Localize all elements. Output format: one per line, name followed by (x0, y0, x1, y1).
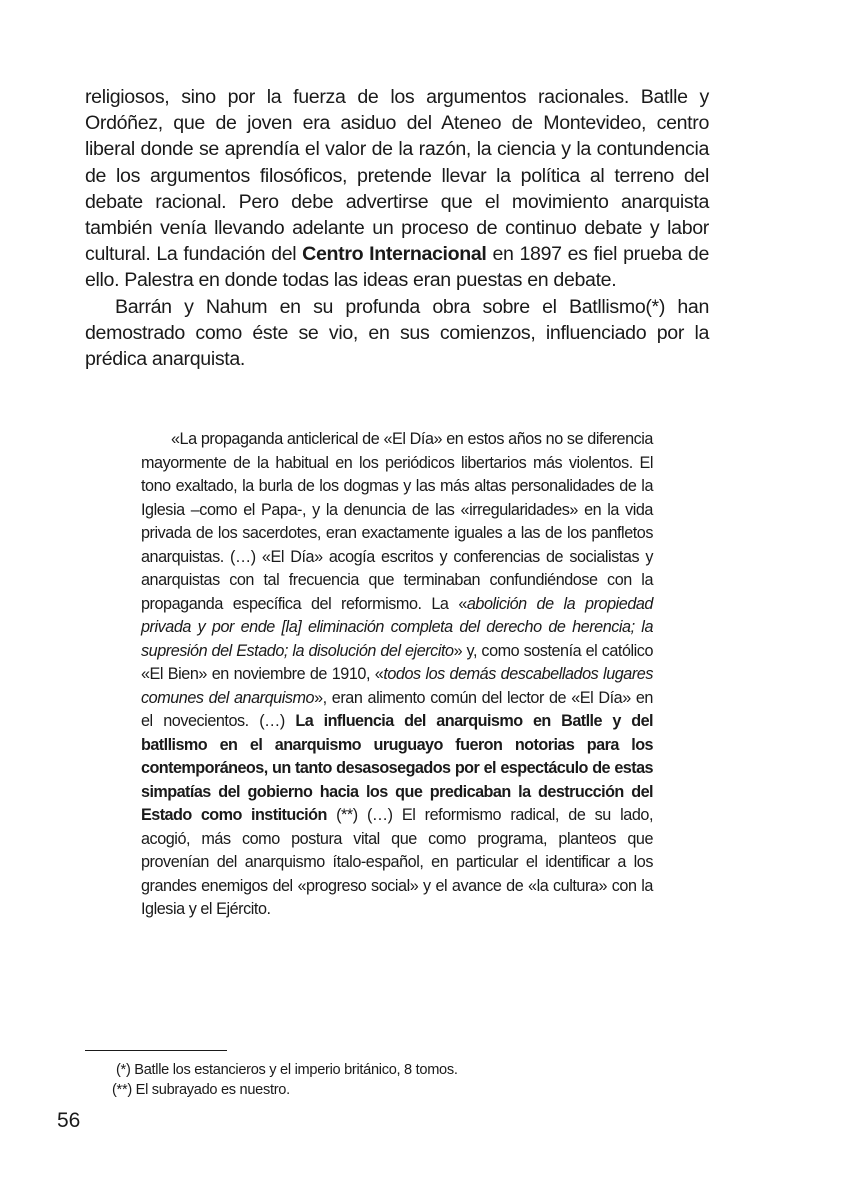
paragraph-1 (85, 84, 709, 294)
body-text (85, 84, 709, 372)
block-quote (141, 428, 653, 922)
footnotes (112, 1060, 672, 1100)
quote-italic-1: abolición de la propiedad privada y por ende [la] eliminación completa del derecho de herencia; la supresión del Estado; la disolución del ejercito (141, 594, 653, 660)
quote-text-1: «La propaganda anticlerical de «El Día» en estos años no se diferencia mayormente de la habitual en los periódicos libertarios más violentos. El tono exaltado, la burla de los dogmas y las más altas personalidades de la Iglesia –como el Papa-, y la denuncia de las «irregularidades» en la vida privada de los sacerdotes, eran exactamente iguales a las de los panfletos anarquistas. (…) «El Día» acogía escritos y conferencias de socialistas y anarquistas con tal frecuencia que terminaban confundiéndose con la propaganda específica del reformismo. La « (141, 430, 653, 613)
paragraph-1-end: en 1897 es fiel prueba de ello. Palestra en donde todas las ideas eran puestas en debate. (85, 243, 709, 292)
paragraph-1-text: religiosos, sino por la fuerza de los argumentos racionales. Batlle y Ordóñez, que de joven era asiduo del Ateneo de Montevideo, centro liberal donde se aprendía el valor de la razón, la ciencia y la contundencia de los argumentos filosóficos, pretende llevar la política al terreno del debate racional. Pero debe advertirse que el movimiento anarquista también venía llevando adelante un proceso de continuo debate y labor cultural. La fundación del (85, 86, 709, 266)
footnote-1: (*) Batlle los estancieros y el imperio británico, 8 tomos. (116, 1062, 458, 1078)
quote-bold-1: La influencia del anarquismo en Batlle y del batllismo en el anarquismo uruguayo fueron notorias para los contemporáneos, un tanto desasosegados por el espectáculo de estas simpatías del gobierno hacia los que predicaban la destrucción del Estado como institución (141, 712, 654, 824)
quote-text-2: » y, como sostenía el católico «El Bien» en noviembre de 1910, « (141, 641, 653, 683)
quote-paragraph (141, 428, 653, 922)
quote-italic-2: todos los demás descabellados lugares comunes del anarquismo (141, 665, 653, 707)
quote-text-4: (**) (…) El reformismo radical, de su lado, acogió, más como postura vital que como programa, planteos que provenían del anarquismo ítalo-español, en particular el identificar a los grandes enemigos del «progreso social» y el avance de «la cultura» con la Iglesia y el Ejército. (141, 806, 653, 918)
centro-internacional-bold: Centro Internacional (302, 243, 487, 266)
paragraph-2: Barrán y Nahum en su profunda obra sobre el Batllismo(*) han demostrado como éste se vio, en sus comienzos, influenciado por la prédica anarquista. (85, 295, 709, 371)
footnote-2: (**) El subrayado es nuestro. (112, 1082, 290, 1098)
page-number: 56 (57, 1109, 81, 1132)
quote-text-3: », eran alimento común del lector de «El Día» en el novecientos. (…) (141, 688, 653, 730)
footnote-divider (85, 1050, 227, 1051)
